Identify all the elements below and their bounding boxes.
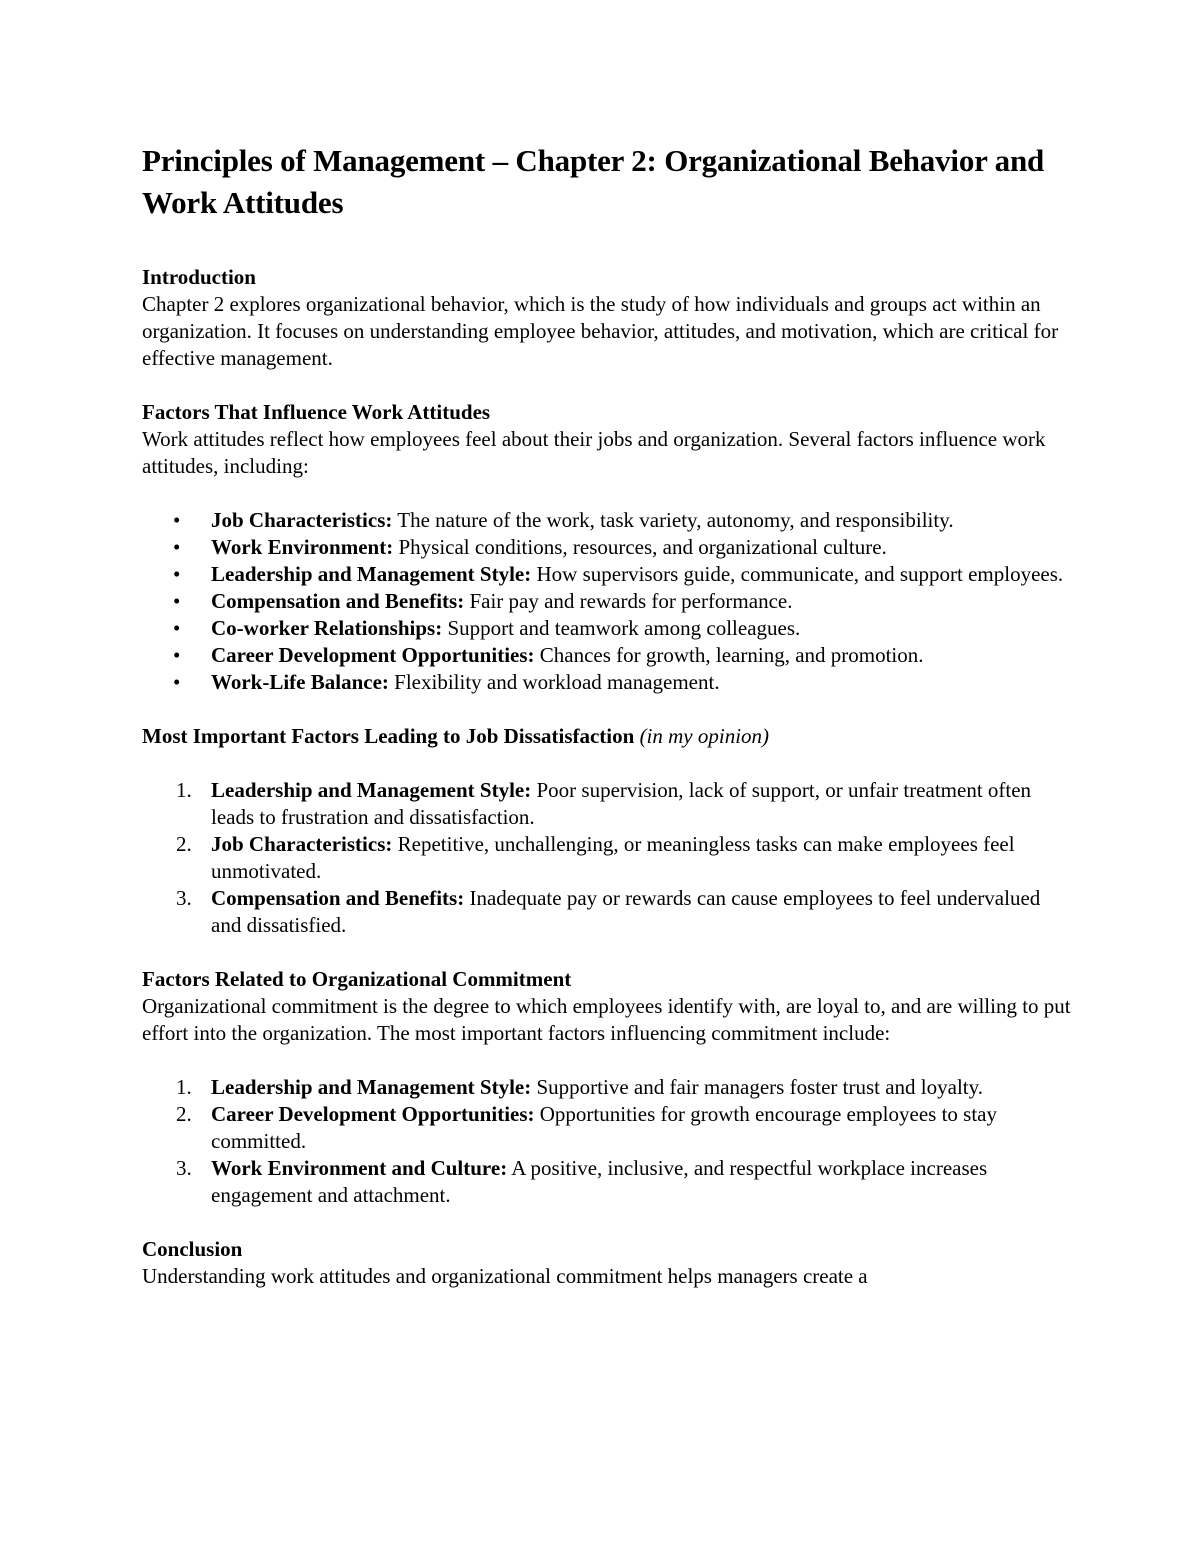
list-item-number: 2. bbox=[176, 832, 192, 856]
list-item bbox=[142, 507, 1072, 534]
list-item-term: Leadership and Management Style: bbox=[211, 562, 532, 586]
list-item-text: Fair pay and rewards for performance. bbox=[464, 589, 793, 613]
section-heading: Conclusion bbox=[142, 1237, 243, 1261]
list-item bbox=[142, 642, 1072, 669]
list-item-text: Physical conditions, resources, and organizational culture. bbox=[393, 535, 887, 559]
list-item-text: Inadequate pay or rewards can cause employees to feel undervalued and dissatisfied. bbox=[211, 886, 1041, 937]
list-item bbox=[142, 885, 1072, 939]
section-commitment bbox=[142, 966, 1072, 1209]
list-item-text: Chances for growth, learning, and promotion. bbox=[534, 643, 924, 667]
list-item-text: Poor supervision, lack of support, or unfair treatment often leads to frustration and dissatisfaction. bbox=[211, 778, 1032, 829]
section-conclusion bbox=[142, 1236, 1072, 1290]
dissatisfaction-numbered-list bbox=[142, 777, 1072, 939]
list-item-number: 3. bbox=[176, 1156, 192, 1180]
list-item-text: Flexibility and workload management. bbox=[388, 670, 720, 694]
factors-bullet-list bbox=[142, 507, 1072, 696]
list-item-term: Co-worker Relationships: bbox=[211, 616, 443, 640]
section-factors bbox=[142, 399, 1072, 696]
section-heading: Factors That Influence Work Attitudes bbox=[142, 400, 491, 424]
list-item-text: The nature of the work, task variety, autonomy, and responsibility. bbox=[392, 508, 954, 532]
list-item bbox=[142, 1074, 1072, 1101]
section-heading-text: Most Important Factors Leading to Job Dissatisfaction bbox=[142, 724, 635, 748]
list-item-text: Support and teamwork among colleagues. bbox=[442, 616, 801, 640]
list-item bbox=[142, 1101, 1072, 1155]
list-item bbox=[142, 777, 1072, 831]
list-item-text: Supportive and fair managers foster trust and loyalty. bbox=[531, 1075, 984, 1099]
list-item-term: Work Environment: bbox=[211, 535, 394, 559]
section-heading: Introduction bbox=[142, 265, 256, 289]
bullet-icon: • bbox=[173, 562, 181, 586]
list-item bbox=[142, 1155, 1072, 1209]
list-item bbox=[142, 588, 1072, 615]
list-item-term: Compensation and Benefits: bbox=[211, 589, 465, 613]
list-item bbox=[142, 561, 1072, 588]
document-title: Principles of Management – Chapter 2: Organizational Behavior and Work Attitudes bbox=[142, 143, 1045, 220]
list-item-term: Job Characteristics: bbox=[211, 832, 393, 856]
document-page bbox=[142, 140, 1072, 1317]
list-item bbox=[142, 669, 1072, 696]
list-item-term: Work Environment and Culture: bbox=[211, 1156, 508, 1180]
bullet-icon: • bbox=[173, 670, 181, 694]
commitment-numbered-list bbox=[142, 1074, 1072, 1209]
list-item bbox=[142, 831, 1072, 885]
section-heading-aside: (in my opinion) bbox=[639, 724, 770, 748]
section-paragraph: Organizational commitment is the degree to which employees identify with, are loyal to, and are willing to put effort into the organization. The most important factors influencing commitment include: bbox=[142, 994, 1071, 1045]
list-item bbox=[142, 534, 1072, 561]
list-item-term: Leadership and Management Style: bbox=[211, 778, 532, 802]
bullet-icon: • bbox=[173, 535, 181, 559]
section-heading: Factors Related to Organizational Commitment bbox=[142, 967, 572, 991]
list-item-term: Compensation and Benefits: bbox=[211, 886, 465, 910]
bullet-icon: • bbox=[173, 508, 181, 532]
section-paragraph: Understanding work attitudes and organizational commitment helps managers create a bbox=[142, 1264, 868, 1288]
list-item-term: Leadership and Management Style: bbox=[211, 1075, 532, 1099]
list-item-number: 1. bbox=[176, 778, 192, 802]
list-item-term: Job Characteristics: bbox=[211, 508, 393, 532]
section-introduction bbox=[142, 264, 1072, 372]
list-item-text: A positive, inclusive, and respectful workplace increases engagement and attachment. bbox=[211, 1156, 988, 1207]
list-item-number: 3. bbox=[176, 886, 192, 910]
list-item bbox=[142, 615, 1072, 642]
list-item-text: Opportunities for growth encourage employees to stay committed. bbox=[211, 1102, 997, 1153]
bullet-icon: • bbox=[173, 589, 181, 613]
section-paragraph: Chapter 2 explores organizational behavior, which is the study of how individuals and groups act within an organization. It focuses on understanding employee behavior, attitudes, and motivation, which are critical for effective management. bbox=[142, 292, 1059, 370]
bullet-icon: • bbox=[173, 643, 181, 667]
list-item-term: Work-Life Balance: bbox=[211, 670, 389, 694]
section-dissatisfaction bbox=[142, 723, 1072, 939]
list-item-number: 2. bbox=[176, 1102, 192, 1126]
list-item-text: Repetitive, unchallenging, or meaningless tasks can make employees feel unmotivated. bbox=[211, 832, 1015, 883]
section-heading bbox=[142, 723, 1072, 750]
section-paragraph: Work attitudes reflect how employees feel about their jobs and organization. Several factors influence work attitudes, including: bbox=[142, 427, 1046, 478]
list-item-text: How supervisors guide, communicate, and support employees. bbox=[531, 562, 1064, 586]
list-item-term: Career Development Opportunities: bbox=[211, 1102, 535, 1126]
list-item-number: 1. bbox=[176, 1075, 192, 1099]
bullet-icon: • bbox=[173, 616, 181, 640]
list-item-term: Career Development Opportunities: bbox=[211, 643, 535, 667]
